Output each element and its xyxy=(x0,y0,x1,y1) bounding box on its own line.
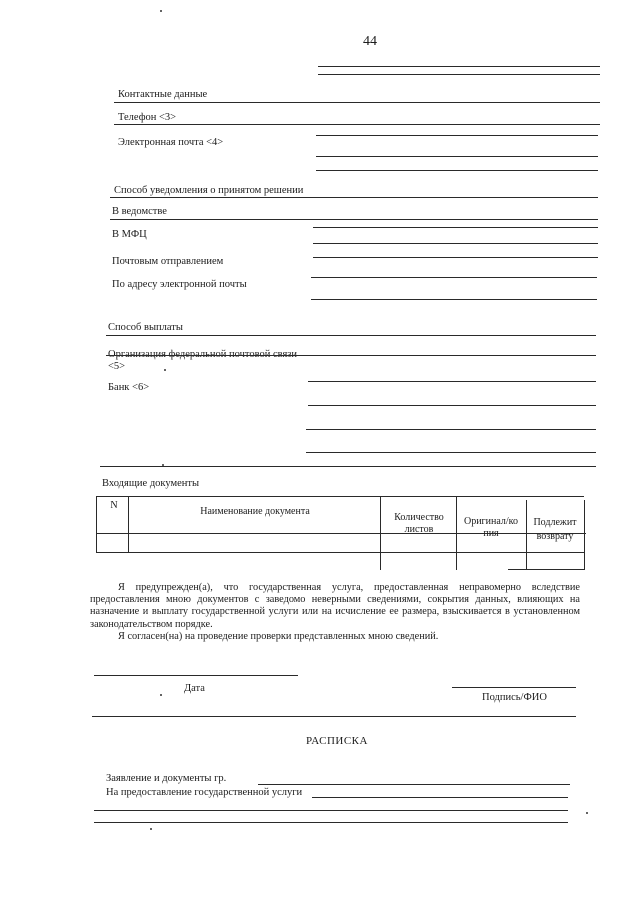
email-label: Электронная почта <4> xyxy=(118,137,224,148)
notify-office-rule xyxy=(110,219,598,220)
col-header-orig-1: Оригинал/ко xyxy=(463,516,519,527)
col-header-return-2: возврату xyxy=(536,531,574,542)
payment-post-rule xyxy=(106,355,596,356)
speck xyxy=(586,812,588,814)
payment-bank: Банк <6> xyxy=(108,382,150,393)
receipt-line-2-rule xyxy=(312,797,568,798)
col-header-orig-2: пия xyxy=(483,528,499,539)
receipt-divider xyxy=(92,716,576,717)
col-header-return-1: Подлежит xyxy=(533,517,577,528)
date-label: Дата xyxy=(184,683,205,694)
payment-bank-rule-1 xyxy=(308,381,596,382)
docs-table-col-n xyxy=(128,496,129,553)
page-number: 44 xyxy=(363,34,377,49)
speck xyxy=(164,369,166,371)
email-rule-2 xyxy=(316,156,598,157)
speck xyxy=(150,828,152,830)
notify-mfc-rule-1 xyxy=(313,227,598,228)
docs-table-col-name xyxy=(380,496,381,570)
payment-bank-rule-2 xyxy=(308,405,596,406)
email-rule-1 xyxy=(316,135,598,136)
col-header-name: Наименование документа xyxy=(200,506,310,517)
notify-post-rule xyxy=(313,257,598,258)
speck xyxy=(160,694,162,696)
receipt-line-1-label: Заявление и документы гр. xyxy=(106,773,227,784)
notify-option-email: По адресу электронной почты xyxy=(112,279,247,290)
notify-option-office: В ведомстве xyxy=(112,206,167,217)
top-right-rule-2 xyxy=(318,74,600,75)
docs-table-bottom xyxy=(96,552,584,553)
receipt-line-1-rule xyxy=(258,784,570,785)
payment-bank-rule-4 xyxy=(306,452,596,453)
col-header-count-1: Количество xyxy=(394,512,444,523)
payment-bank-rule-5 xyxy=(100,466,596,467)
receipt-line-4-rule xyxy=(94,822,568,823)
sign-rule xyxy=(452,687,576,688)
docs-table-col-right xyxy=(584,500,585,570)
notify-option-mfc: В МФЦ xyxy=(112,229,147,240)
payment-heading: Способ выплаты xyxy=(108,322,183,333)
notify-email-rule-1 xyxy=(311,277,597,278)
payment-post-line2: <5> xyxy=(108,361,126,372)
contacts-heading: Контактные данные xyxy=(118,89,208,100)
col-header-count-2: листов xyxy=(404,524,434,535)
email-rule-3 xyxy=(316,170,598,171)
speck xyxy=(160,10,162,12)
speck xyxy=(162,464,164,466)
receipt-line-2-label: На предоставление государственной услуги xyxy=(106,787,303,798)
consent-line: Я согласен(на) на проведение проверки представленных мною сведений. xyxy=(118,630,439,642)
phone-label: Телефон <3> xyxy=(118,112,177,123)
col-header-n: N xyxy=(110,500,118,511)
docs-table-col-left xyxy=(96,496,97,553)
warning-text-block xyxy=(90,582,580,643)
notification-rule xyxy=(110,197,598,198)
top-right-rule xyxy=(318,66,600,67)
sign-label: Подпись/ФИО xyxy=(482,692,547,703)
phone-rule xyxy=(114,124,600,125)
incoming-docs-heading: Входящие документы xyxy=(102,478,200,489)
notify-mfc-rule-2 xyxy=(313,243,598,244)
receipt-title: РАСПИСКА xyxy=(306,735,368,747)
notification-heading: Способ уведомления о принятом решении xyxy=(114,185,304,196)
notify-email-rule-2 xyxy=(311,299,597,300)
warning-paragraph: Я предупрежден(а), что государственная услуга, предоставленная неправомерно вследствие предоставления мною документов с заведомо неверными сведениями, сокрытия данных, влияющих на назначение и выплату государственной услуги или на исчисление ее размера, взыскивается в установленном законодательством порядке. xyxy=(90,582,580,630)
notify-option-post: Почтовым отправлением xyxy=(112,256,224,267)
contacts-rule xyxy=(114,102,600,103)
receipt-line-3-rule xyxy=(94,810,568,811)
payment-bank-rule-3 xyxy=(306,429,596,430)
payment-rule xyxy=(106,335,596,336)
docs-table-last-cell-bottom xyxy=(508,569,584,570)
date-rule xyxy=(94,675,298,676)
docs-table-top xyxy=(96,496,584,497)
